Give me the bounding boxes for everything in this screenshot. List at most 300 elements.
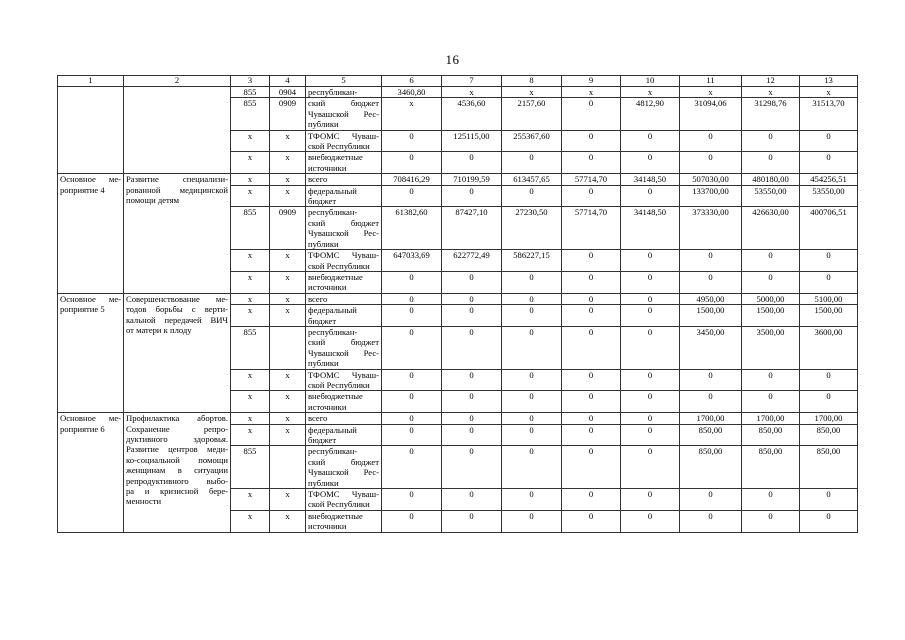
value-cell: 87427,10 <box>442 207 502 250</box>
text-line: рованной медицинской <box>126 184 228 195</box>
budget-table <box>57 75 858 533</box>
text-line: женщинам в ситуации <box>126 465 228 476</box>
section-code-cell <box>270 446 306 489</box>
value-cell: 0 <box>442 369 502 391</box>
value-cell: 0 <box>442 152 502 174</box>
value-cell: 57714,70 <box>562 174 621 185</box>
empty-description-cell <box>124 87 231 174</box>
value-cell: 0 <box>502 305 562 327</box>
text-line: Чувашской Рес- <box>308 467 379 478</box>
value-cell: 0 <box>621 185 680 207</box>
funding-source-cell <box>306 489 382 511</box>
value-cell: 0 <box>382 391 442 413</box>
value-cell: 0 <box>621 130 680 152</box>
grbs-code-cell: 855 <box>231 87 270 98</box>
value-cell: 0 <box>680 391 742 413</box>
text-line: тодов борьбы с верти- <box>126 304 228 315</box>
funding-source-cell <box>306 130 382 152</box>
text-line: дуктивного здоровья. <box>126 434 228 444</box>
value-cell: 0 <box>382 446 442 489</box>
value-cell: 0 <box>442 391 502 413</box>
value-cell: 613457,65 <box>502 174 562 185</box>
value-cell: 0 <box>562 510 621 532</box>
text-line: бюджет <box>308 435 337 445</box>
text-line: внебюджетные <box>308 510 363 521</box>
section-code-cell: x <box>270 489 306 511</box>
value-cell: 0 <box>800 250 858 272</box>
value-cell: x <box>800 87 858 98</box>
value-cell: 0 <box>442 446 502 489</box>
funding-source-cell <box>306 424 382 446</box>
value-cell: 0 <box>502 489 562 511</box>
text-line: Сохранение репро- <box>126 423 228 434</box>
value-cell: 710199,59 <box>442 174 502 185</box>
value-cell: 0 <box>382 369 442 391</box>
value-cell: 0 <box>742 369 800 391</box>
value-cell: 0 <box>621 369 680 391</box>
column-header-8: 8 <box>502 76 562 87</box>
value-cell: 0 <box>502 510 562 532</box>
text-line: Основное ме- <box>60 174 121 185</box>
text-line: публики <box>308 358 339 369</box>
grbs-code-cell: 855 <box>231 446 270 489</box>
text-line: Чувашской Рес- <box>308 108 379 119</box>
value-cell: 850,00 <box>680 446 742 489</box>
text-line: помощи детям <box>126 195 180 206</box>
value-cell: 0 <box>800 369 858 391</box>
value-cell: 0 <box>382 489 442 511</box>
value-cell: 0 <box>382 271 442 293</box>
text-line: всего <box>308 413 328 424</box>
value-cell: 454256,51 <box>800 174 858 185</box>
grbs-code-cell: x <box>231 305 270 327</box>
section-code-cell: 0904 <box>270 87 306 98</box>
value-cell: 31094,06 <box>680 98 742 130</box>
value-cell: 0 <box>680 152 742 174</box>
text-line: Профилактика абортов. <box>126 413 228 424</box>
text-line: федеральный <box>308 305 357 316</box>
value-cell: 0 <box>742 250 800 272</box>
value-cell: 0 <box>562 326 621 369</box>
value-cell: 125115,00 <box>442 130 502 152</box>
text-line: ской Республики <box>308 260 370 271</box>
value-cell: 1500,00 <box>800 305 858 327</box>
text-line: ТФОМС Чуваш- <box>308 130 379 141</box>
section-code-cell: x <box>270 413 306 424</box>
value-cell: 0 <box>442 185 502 207</box>
value-cell: 0 <box>562 250 621 272</box>
value-cell: 3460,80 <box>382 87 442 98</box>
value-cell: 0 <box>562 446 621 489</box>
table-row <box>58 293 858 304</box>
value-cell: 0 <box>502 293 562 304</box>
text-line: всего <box>308 174 328 185</box>
text-line: кальной передачей ВИЧ <box>126 314 228 325</box>
text-line: ТФОМС Чуваш- <box>308 250 379 261</box>
value-cell: 0 <box>621 305 680 327</box>
value-cell: 400706,51 <box>800 207 858 250</box>
value-cell: 0 <box>502 413 562 424</box>
section-code-cell: x <box>270 510 306 532</box>
value-cell: 850,00 <box>742 424 800 446</box>
section-code-cell: x <box>270 185 306 207</box>
section-code-cell: x <box>270 130 306 152</box>
column-header-1: 1 <box>58 76 124 87</box>
table-row <box>58 174 858 185</box>
value-cell: 0 <box>680 489 742 511</box>
text-line: республикан- <box>308 207 358 218</box>
value-cell: 0 <box>621 489 680 511</box>
funding-source-cell <box>306 207 382 250</box>
text-line: источники <box>308 521 347 532</box>
text-line: республикан- <box>308 87 358 97</box>
value-cell: 31513,70 <box>800 98 858 130</box>
value-cell: 0 <box>502 369 562 391</box>
value-cell: x <box>502 87 562 98</box>
value-cell: x <box>742 87 800 98</box>
value-cell: 0 <box>562 413 621 424</box>
page-number: 16 <box>445 52 460 67</box>
value-cell: 850,00 <box>742 446 800 489</box>
grbs-code-cell: x <box>231 413 270 424</box>
value-cell: 0 <box>442 413 502 424</box>
value-cell: 0 <box>562 391 621 413</box>
value-cell: 0 <box>442 510 502 532</box>
measure-name-cell <box>58 293 124 412</box>
text-line: республикан- <box>308 446 358 457</box>
text-line: Развитие центров меди- <box>126 444 228 455</box>
column-header-3: 3 <box>231 76 270 87</box>
value-cell: 0 <box>621 446 680 489</box>
value-cell: 3600,00 <box>800 326 858 369</box>
value-cell: 0 <box>800 130 858 152</box>
text-line: ский бюджет <box>308 217 379 228</box>
value-cell: 0 <box>800 271 858 293</box>
value-cell: 0 <box>562 271 621 293</box>
value-cell: 27230,50 <box>502 207 562 250</box>
grbs-code-cell: x <box>231 424 270 446</box>
column-header-row <box>58 76 858 87</box>
value-cell: 0 <box>382 185 442 207</box>
section-code-cell: x <box>270 152 306 174</box>
value-cell: 0 <box>562 185 621 207</box>
text-line: внебюджетные <box>308 271 363 282</box>
value-cell: 0 <box>502 424 562 446</box>
value-cell: x <box>562 87 621 98</box>
value-cell: 0 <box>382 293 442 304</box>
value-cell: 0 <box>621 424 680 446</box>
text-line: роприятие 4 <box>60 184 105 195</box>
funding-source-cell <box>306 98 382 130</box>
value-cell: 0 <box>621 326 680 369</box>
text-line: федеральный <box>308 424 357 435</box>
column-header-11: 11 <box>680 76 742 87</box>
value-cell: 586227,15 <box>502 250 562 272</box>
measure-description-cell <box>124 174 231 293</box>
measure-name-cell <box>58 174 124 293</box>
value-cell: 0 <box>502 152 562 174</box>
grbs-code-cell: 855 <box>231 98 270 130</box>
grbs-code-cell: x <box>231 130 270 152</box>
text-line: ской Республики <box>308 379 370 390</box>
value-cell: 373330,00 <box>680 207 742 250</box>
column-header-4: 4 <box>270 76 306 87</box>
value-cell: 4950,00 <box>680 293 742 304</box>
value-cell: 0 <box>742 152 800 174</box>
value-cell: x <box>442 87 502 98</box>
value-cell: 0 <box>382 424 442 446</box>
grbs-code-cell: x <box>231 369 270 391</box>
value-cell: 647033,69 <box>382 250 442 272</box>
value-cell: 31298,76 <box>742 98 800 130</box>
value-cell: 0 <box>621 391 680 413</box>
text-line: источники <box>308 401 347 412</box>
funding-source-cell <box>306 391 382 413</box>
value-cell: 0 <box>502 326 562 369</box>
table-row <box>58 87 858 98</box>
value-cell: 0 <box>382 413 442 424</box>
value-cell: 480180,00 <box>742 174 800 185</box>
text-line: Развитие специализи- <box>126 174 228 185</box>
grbs-code-cell: x <box>231 293 270 304</box>
table-row <box>58 413 858 424</box>
section-code-cell: x <box>270 424 306 446</box>
value-cell: 3450,00 <box>680 326 742 369</box>
grbs-code-cell: 855 <box>231 326 270 369</box>
value-cell: 850,00 <box>680 424 742 446</box>
value-cell: 0 <box>800 152 858 174</box>
value-cell: 0 <box>562 489 621 511</box>
value-cell: 34148,50 <box>621 174 680 185</box>
grbs-code-cell: x <box>231 174 270 185</box>
value-cell: 0 <box>502 391 562 413</box>
section-code-cell: x <box>270 174 306 185</box>
value-cell: 0 <box>800 510 858 532</box>
value-cell: 0 <box>562 293 621 304</box>
value-cell: 1700,00 <box>800 413 858 424</box>
value-cell: 4812,90 <box>621 98 680 130</box>
text-line: источники <box>308 162 347 173</box>
value-cell: 622772,49 <box>442 250 502 272</box>
value-cell: 0 <box>562 305 621 327</box>
value-cell: 0 <box>621 510 680 532</box>
value-cell: 0 <box>562 424 621 446</box>
value-cell: 0 <box>442 326 502 369</box>
value-cell: 53550,00 <box>742 185 800 207</box>
grbs-code-cell: 855 <box>231 207 270 250</box>
value-cell: 0 <box>562 98 621 130</box>
funding-source-cell <box>306 510 382 532</box>
value-cell: 0 <box>442 271 502 293</box>
value-cell: 61382,60 <box>382 207 442 250</box>
value-cell: 0 <box>680 369 742 391</box>
text-line: всего <box>308 293 328 304</box>
value-cell: 0 <box>742 391 800 413</box>
value-cell: 133700,00 <box>680 185 742 207</box>
text-line: ский бюджет <box>308 337 379 348</box>
funding-source-cell <box>306 250 382 272</box>
measure-description-cell <box>124 413 231 532</box>
text-line: источники <box>308 282 347 293</box>
grbs-code-cell: x <box>231 250 270 272</box>
value-cell: 0 <box>621 152 680 174</box>
value-cell: 0 <box>621 271 680 293</box>
funding-source-cell <box>306 446 382 489</box>
text-line: ской Республики <box>308 499 370 510</box>
grbs-code-cell: x <box>231 271 270 293</box>
text-line: республикан- <box>308 326 358 337</box>
section-code-cell: 0909 <box>270 207 306 250</box>
value-cell: 0 <box>742 130 800 152</box>
text-line: публики <box>308 477 339 488</box>
value-cell: 0 <box>680 510 742 532</box>
value-cell: 5000,00 <box>742 293 800 304</box>
text-line: ский бюджет <box>308 456 379 467</box>
text-line: Совершенствование ме- <box>126 293 228 304</box>
value-cell: 0 <box>382 305 442 327</box>
value-cell: 0 <box>621 293 680 304</box>
text-line: Основное ме- <box>60 413 121 424</box>
value-cell: 0 <box>742 510 800 532</box>
value-cell: 507030,00 <box>680 174 742 185</box>
funding-source-cell <box>306 413 382 424</box>
funding-source-cell <box>306 369 382 391</box>
column-header-7: 7 <box>442 76 502 87</box>
value-cell: 0 <box>562 369 621 391</box>
measure-name-cell <box>58 413 124 532</box>
value-cell: 426630,00 <box>742 207 800 250</box>
text-line: публики <box>308 238 339 249</box>
section-code-cell: 0909 <box>270 98 306 130</box>
value-cell: 57714,70 <box>562 207 621 250</box>
column-header-13: 13 <box>800 76 858 87</box>
value-cell: 0 <box>680 250 742 272</box>
funding-source-cell <box>306 185 382 207</box>
section-code-cell: x <box>270 271 306 293</box>
value-cell: 0 <box>502 185 562 207</box>
value-cell: 3500,00 <box>742 326 800 369</box>
column-header-9: 9 <box>562 76 621 87</box>
funding-source-cell <box>306 152 382 174</box>
text-line: ской Республики <box>308 141 370 152</box>
text-line: менности <box>126 496 162 507</box>
grbs-code-cell: x <box>231 152 270 174</box>
value-cell: 0 <box>442 293 502 304</box>
section-code-cell: x <box>270 369 306 391</box>
value-cell: 0 <box>800 489 858 511</box>
funding-source-cell <box>306 326 382 369</box>
column-header-6: 6 <box>382 76 442 87</box>
text-line: репродуктивного выбо- <box>126 475 228 486</box>
value-cell: 0 <box>382 510 442 532</box>
value-cell: 0 <box>382 326 442 369</box>
value-cell: 1500,00 <box>680 305 742 327</box>
text-line: бюджет <box>308 315 337 326</box>
text-line: бюджет <box>308 196 337 207</box>
funding-source-cell <box>306 271 382 293</box>
measure-description-cell <box>124 293 231 412</box>
value-cell: 850,00 <box>800 446 858 489</box>
value-cell: 1500,00 <box>742 305 800 327</box>
value-cell: 850,00 <box>800 424 858 446</box>
section-code-cell: x <box>270 293 306 304</box>
value-cell: 0 <box>382 130 442 152</box>
funding-source-cell <box>306 174 382 185</box>
value-cell: 34148,50 <box>621 207 680 250</box>
funding-source-cell <box>306 87 382 98</box>
text-line: от матери к плоду <box>126 324 192 335</box>
grbs-code-cell: x <box>231 391 270 413</box>
value-cell: 708416,29 <box>382 174 442 185</box>
column-header-12: 12 <box>742 76 800 87</box>
value-cell: x <box>621 87 680 98</box>
value-cell: 255367,60 <box>502 130 562 152</box>
funding-source-cell <box>306 293 382 304</box>
text-line: роприятие 5 <box>60 304 105 315</box>
text-line: ский бюджет <box>308 98 379 109</box>
value-cell: 0 <box>442 424 502 446</box>
value-cell: 0 <box>680 130 742 152</box>
value-cell: 0 <box>800 391 858 413</box>
grbs-code-cell: x <box>231 489 270 511</box>
text-line: внебюджетные <box>308 391 363 402</box>
column-header-2: 2 <box>124 76 231 87</box>
text-line: роприятие 6 <box>60 423 105 434</box>
value-cell: 0 <box>442 305 502 327</box>
value-cell: 0 <box>680 271 742 293</box>
text-line: федеральный <box>308 185 357 196</box>
text-line: Чувашской Рес- <box>308 347 379 358</box>
text-line: ко-социальной помощи <box>126 454 228 465</box>
value-cell: 0 <box>382 152 442 174</box>
grbs-code-cell: x <box>231 510 270 532</box>
value-cell: 1700,00 <box>742 413 800 424</box>
value-cell: 0 <box>742 271 800 293</box>
value-cell: 1700,00 <box>680 413 742 424</box>
value-cell: 0 <box>621 250 680 272</box>
value-cell: 0 <box>502 446 562 489</box>
value-cell: 0 <box>621 413 680 424</box>
value-cell: 0 <box>742 489 800 511</box>
value-cell: 0 <box>442 489 502 511</box>
value-cell: 4536,60 <box>442 98 502 130</box>
value-cell: 0 <box>562 152 621 174</box>
column-header-5: 5 <box>306 76 382 87</box>
text-line: Чувашской Рес- <box>308 228 379 239</box>
value-cell: x <box>382 98 442 130</box>
section-code-cell: x <box>270 250 306 272</box>
funding-source-cell <box>306 305 382 327</box>
value-cell: 0 <box>562 130 621 152</box>
section-code-cell: x <box>270 305 306 327</box>
text-line: ра и кризисной бере- <box>126 486 228 497</box>
text-line: ТФОМС Чуваш- <box>308 369 379 380</box>
text-line: Основное ме- <box>60 293 121 304</box>
value-cell: 2157,60 <box>502 98 562 130</box>
grbs-code-cell: x <box>231 185 270 207</box>
empty-name-cell <box>58 87 124 174</box>
value-cell: x <box>680 87 742 98</box>
value-cell: 0 <box>502 271 562 293</box>
text-line: внебюджетные <box>308 152 363 163</box>
text-line: публики <box>308 119 339 130</box>
section-code-cell: x <box>270 391 306 413</box>
value-cell: 53550,00 <box>800 185 858 207</box>
value-cell: 5100,00 <box>800 293 858 304</box>
text-line: ТФОМС Чуваш- <box>308 489 379 500</box>
section-code-cell <box>270 326 306 369</box>
column-header-10: 10 <box>621 76 680 87</box>
